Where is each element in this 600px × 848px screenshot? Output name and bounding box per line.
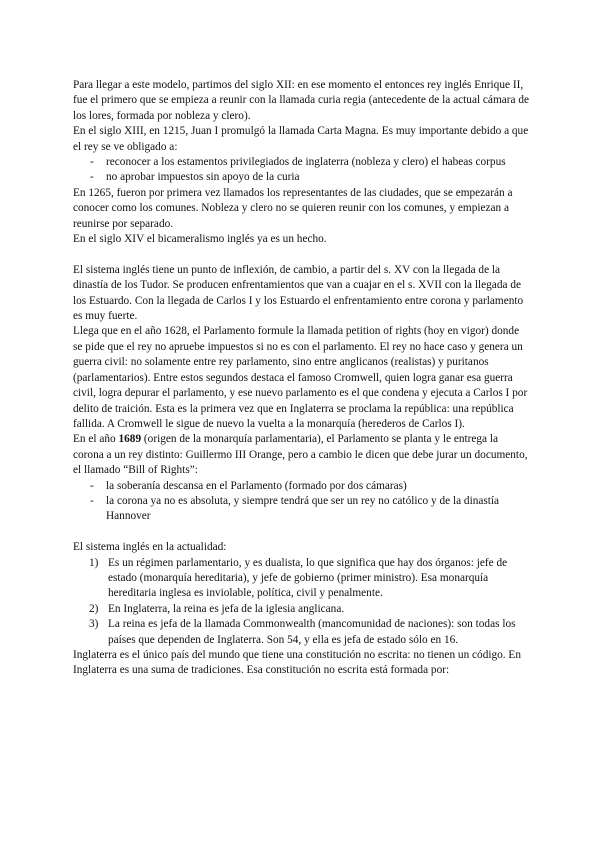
section-heading: El sistema inglés en la actualidad: bbox=[73, 541, 227, 554]
numbered-list bbox=[73, 556, 531, 648]
bullet-list bbox=[73, 479, 531, 525]
section-history bbox=[73, 263, 531, 525]
list-item: - no aprobar impuestos sin apoyo de la curia bbox=[73, 170, 531, 185]
paragraph bbox=[73, 432, 531, 478]
text-run: (origen de la monarquía parlamentaria), el Parlamento se planta y le entrega la corona a un rey distinto: Guillermo III Orange, pero a cambio le dicen que debe jurar un documento, el llamado “Bill of Rights”: bbox=[73, 433, 528, 477]
section-current-system bbox=[73, 540, 531, 679]
paragraph: En el siglo XIII, en 1215, Juan I promulgó la llamada Carta Magna. Es muy importante debido a que el rey se ve obligado a: bbox=[73, 125, 529, 153]
list-item: - reconocer a los estamentos privilegiados de inglaterra (nobleza y clero) el habeas corpus bbox=[73, 155, 531, 170]
spacer bbox=[73, 525, 531, 540]
bold-year: 1689 bbox=[118, 433, 142, 446]
text-run: En el año bbox=[73, 433, 119, 446]
spacer bbox=[73, 247, 531, 262]
bullet-list bbox=[73, 155, 531, 186]
section-origins bbox=[73, 78, 531, 247]
list-item bbox=[73, 602, 531, 617]
list-item bbox=[73, 617, 531, 648]
list-item: - la soberanía descansa en el Parlamento (formado por dos cámaras) bbox=[73, 479, 531, 494]
item-text: Es un régimen parlamentario, y es dualista, lo que significa que hay dos órganos: jefe de estado (monarquía hereditaria), y jefe de gobierno (primer ministro). Esa monarquía hereditaria inglesa es inviolable, política, civil y penalmente. bbox=[108, 556, 508, 600]
paragraph: En el siglo XIV el bicameralismo inglés ya es un hecho. bbox=[73, 233, 327, 246]
list-item: - la corona ya no es absoluta, y siempre tendrá que ser un rey no católico y de la dinastía Hannover bbox=[73, 494, 531, 525]
item-number: 1) bbox=[89, 556, 99, 569]
document-page bbox=[73, 78, 531, 679]
paragraph: En 1265, fueron por primera vez llamados los representantes de las ciudades, que se empezarán a conocer como los comunes. Nobleza y clero no se quieren reunir con los comunes, y empiezan a reunirse por separado. bbox=[73, 186, 513, 230]
list-item bbox=[73, 556, 531, 602]
item-number: 3) bbox=[89, 618, 99, 631]
paragraph: El sistema inglés tiene un punto de inflexión, de cambio, a partir del s. XV con la llegada de la dinastía de los Tudor. Se producen enfrentamientos que van a cuajar en el s. XVII con la llegada de los Estuardo. Con la llegada de Carlos I y los Estuardo el enfrentamiento entre corona y parlamento es muy fuerte. bbox=[73, 263, 524, 323]
item-text: La reina es jefa de la llamada Commonwealth (mancomunidad de naciones): son todas los países que dependen de Inglaterra. Son 54, y ella es jefa de estado sólo en 16. bbox=[108, 618, 516, 646]
item-number: 2) bbox=[89, 602, 99, 615]
paragraph: Inglaterra es el único país del mundo que tiene una constitución no escrita: no tienen un código. En Inglaterra es una suma de tradiciones. Esa constitución no escrita está formada por: bbox=[73, 649, 521, 677]
paragraph: Llega que en el año 1628, el Parlamento formule la llamada petition of rights (hoy en vigor) donde se pide que el rey no apruebe impuestos si no es con el parlamento. El rey no hace caso y genera un guerra civil: no solamente entre rey parlamento, sino entre anglicanos (realistas) y puritanos (parlamentarios). Entre estos segundos destaca el famoso Cromwell, quien logra ganar esa guerra civil, logra depurar el parlamento, y ese nuevo parlamento es el que condena y ejecuta a Carlos I por delito de traición. Esta es la primera vez que en Inglaterra se proclama la república: una república fallida. A Cromwell le sigue de nuevo la vuelta a la monarquía (herederos de Carlos I). bbox=[73, 325, 528, 430]
item-text: En Inglaterra, la reina es jefa de la iglesia anglicana. bbox=[108, 602, 345, 615]
paragraph: Para llegar a este modelo, partimos del siglo XII: en ese momento el entonces rey inglés Enrique II, fue el primero que se empieza a reunir con la llamada curia regia (antecedente de la actual cámara de los lores, formada por nobleza y clero). bbox=[73, 79, 530, 122]
